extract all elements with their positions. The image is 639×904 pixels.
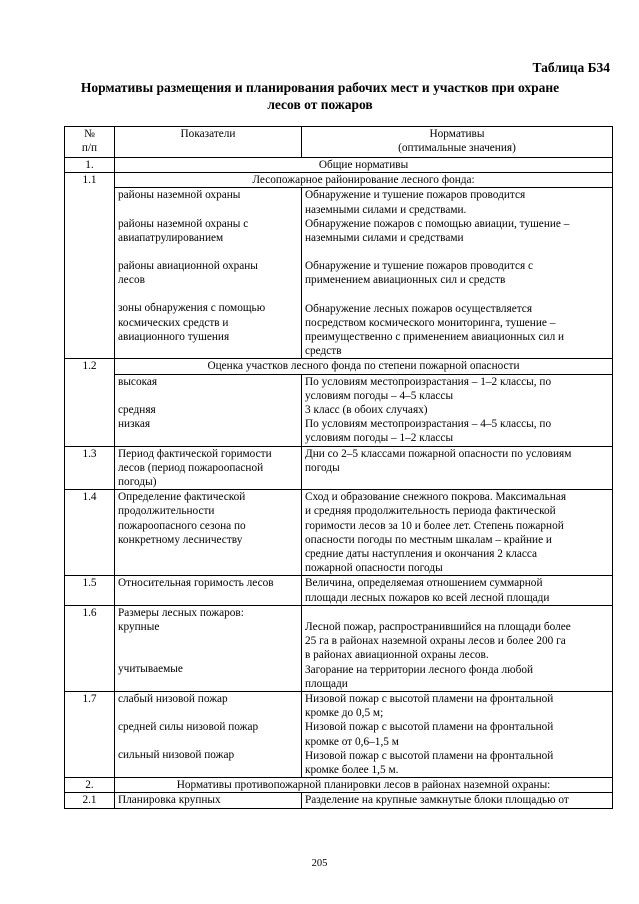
row-number: 2. (65, 778, 115, 793)
header-norms: Нормативы (оптимальные значения) (302, 127, 613, 158)
table-row (65, 374, 613, 446)
document-title (50, 79, 590, 113)
table-label: Таблица Б34 (532, 60, 610, 75)
page-number: 205 (311, 858, 328, 869)
header-indicators: Показатели (115, 127, 302, 158)
table-row (65, 691, 613, 777)
indicator-cell: Определение фактической продолжительности пожароопасного сезона по конкретному лесничеству (115, 490, 302, 576)
table-row (65, 576, 613, 605)
section-title: Общие нормативы (115, 158, 613, 173)
header-num: № п/п (65, 127, 115, 158)
indicator-cell: Планировка крупных (115, 793, 302, 808)
table-row (65, 446, 613, 490)
norm-cell: Сход и образование снежного покрова. Максимальная и средняя продолжительность периода фактической горимости лесов за 10 и более лет. Степень пожарной опасности погоды по местным шкалам – крайние и средние даты наступления и окончания 2 класса пожарной опасности погоды (302, 490, 613, 576)
indicator-cell: Относительная горимость лесов (115, 576, 302, 605)
norm-cell: Разделение на крупные замкнутые блоки площадью от (302, 793, 613, 808)
table-row (65, 490, 613, 576)
indicator-cell: высокая средняя низкая (115, 374, 302, 446)
indicator-cell: Период фактической горимости лесов (период пожароопасной погоды) (115, 446, 302, 490)
row-number: 2.1 (65, 793, 115, 808)
indicator-cell: районы наземной охраны районы наземной охраны с авиапатрулированием районы авиационной охраны лесов зоны обнаружения с помощью космических средств и авиационного тушения (115, 188, 302, 359)
row-number: 1.6 (65, 605, 115, 691)
subsection-title: Лесопожарное районирование лесного фонда: (115, 173, 613, 188)
subsection-title: Оценка участков лесного фонда по степени пожарной опасности (115, 359, 613, 374)
indicator-cell: Размеры лесных пожаров: крупные учитываемые (115, 605, 302, 691)
section-title: Нормативы противопожарной планировки лесов в районах наземной охраны: (115, 778, 613, 793)
norm-cell: По условиям местопроизрастания – 1–2 классы, по условиям погоды – 4–5 классы 3 класс (в обоих случаях) По условиям местопроизрастания – 4–5 классы, по условиям погоды – 1–2 классы (302, 374, 613, 446)
table-row (65, 188, 613, 359)
table-row (65, 359, 613, 374)
row-number: 1. (65, 158, 115, 173)
row-number: 1.5 (65, 576, 115, 605)
table-row (65, 173, 613, 188)
title-line-1: Нормативы размещения и планирования рабочих мест и участков при охране (80, 80, 560, 95)
section-row-2 (65, 778, 613, 793)
norm-cell: Лесной пожар, распространившийся на площади более 25 га в районах наземной охраны лесов и более 200 га в районах авиационной охраны лесов. Загорание на территории лесного фонда любой площади (302, 605, 613, 691)
row-number: 1.3 (65, 446, 115, 490)
norms-table (64, 126, 613, 809)
row-number: 1.1 (65, 173, 115, 359)
indicator-cell: слабый низовой пожар средней силы низовой пожар сильный низовой пожар (115, 691, 302, 777)
row-number: 1.2 (65, 359, 115, 446)
norm-cell: Дни со 2–5 классами пожарной опасности по условиям погоды (302, 446, 613, 490)
table-row (65, 793, 613, 808)
title-line-2: лесов от пожаров (267, 97, 373, 112)
table-header-row (65, 127, 613, 158)
row-number: 1.7 (65, 691, 115, 777)
row-number: 1.4 (65, 490, 115, 576)
norm-cell: Низовой пожар с высотой пламени на фронтальной кромке до 0,5 м; Низовой пожар с высотой пламени на фронтальной кромке от 0,6–1,5 м Низовой пожар с высотой пламени на фронтальной кромке более 1,5 м. (302, 691, 613, 777)
section-row-1 (65, 158, 613, 173)
table-row (65, 605, 613, 691)
norm-cell: Величина, определяемая отношением суммарной площади лесных пожаров ко всей лесной площади (302, 576, 613, 605)
norm-cell: Обнаружение и тушение пожаров проводится наземными силами и средствами. Обнаружение пожаров с помощью авиации, тушение – наземными силами и средствами Обнаружение и тушение пожаров проводится с применением авиационных сил и средств Обнаружение лесных пожаров осуществляется посредством космического мониторинга, тушение – преимущественно с применением авиационных сил и средств (302, 188, 613, 359)
